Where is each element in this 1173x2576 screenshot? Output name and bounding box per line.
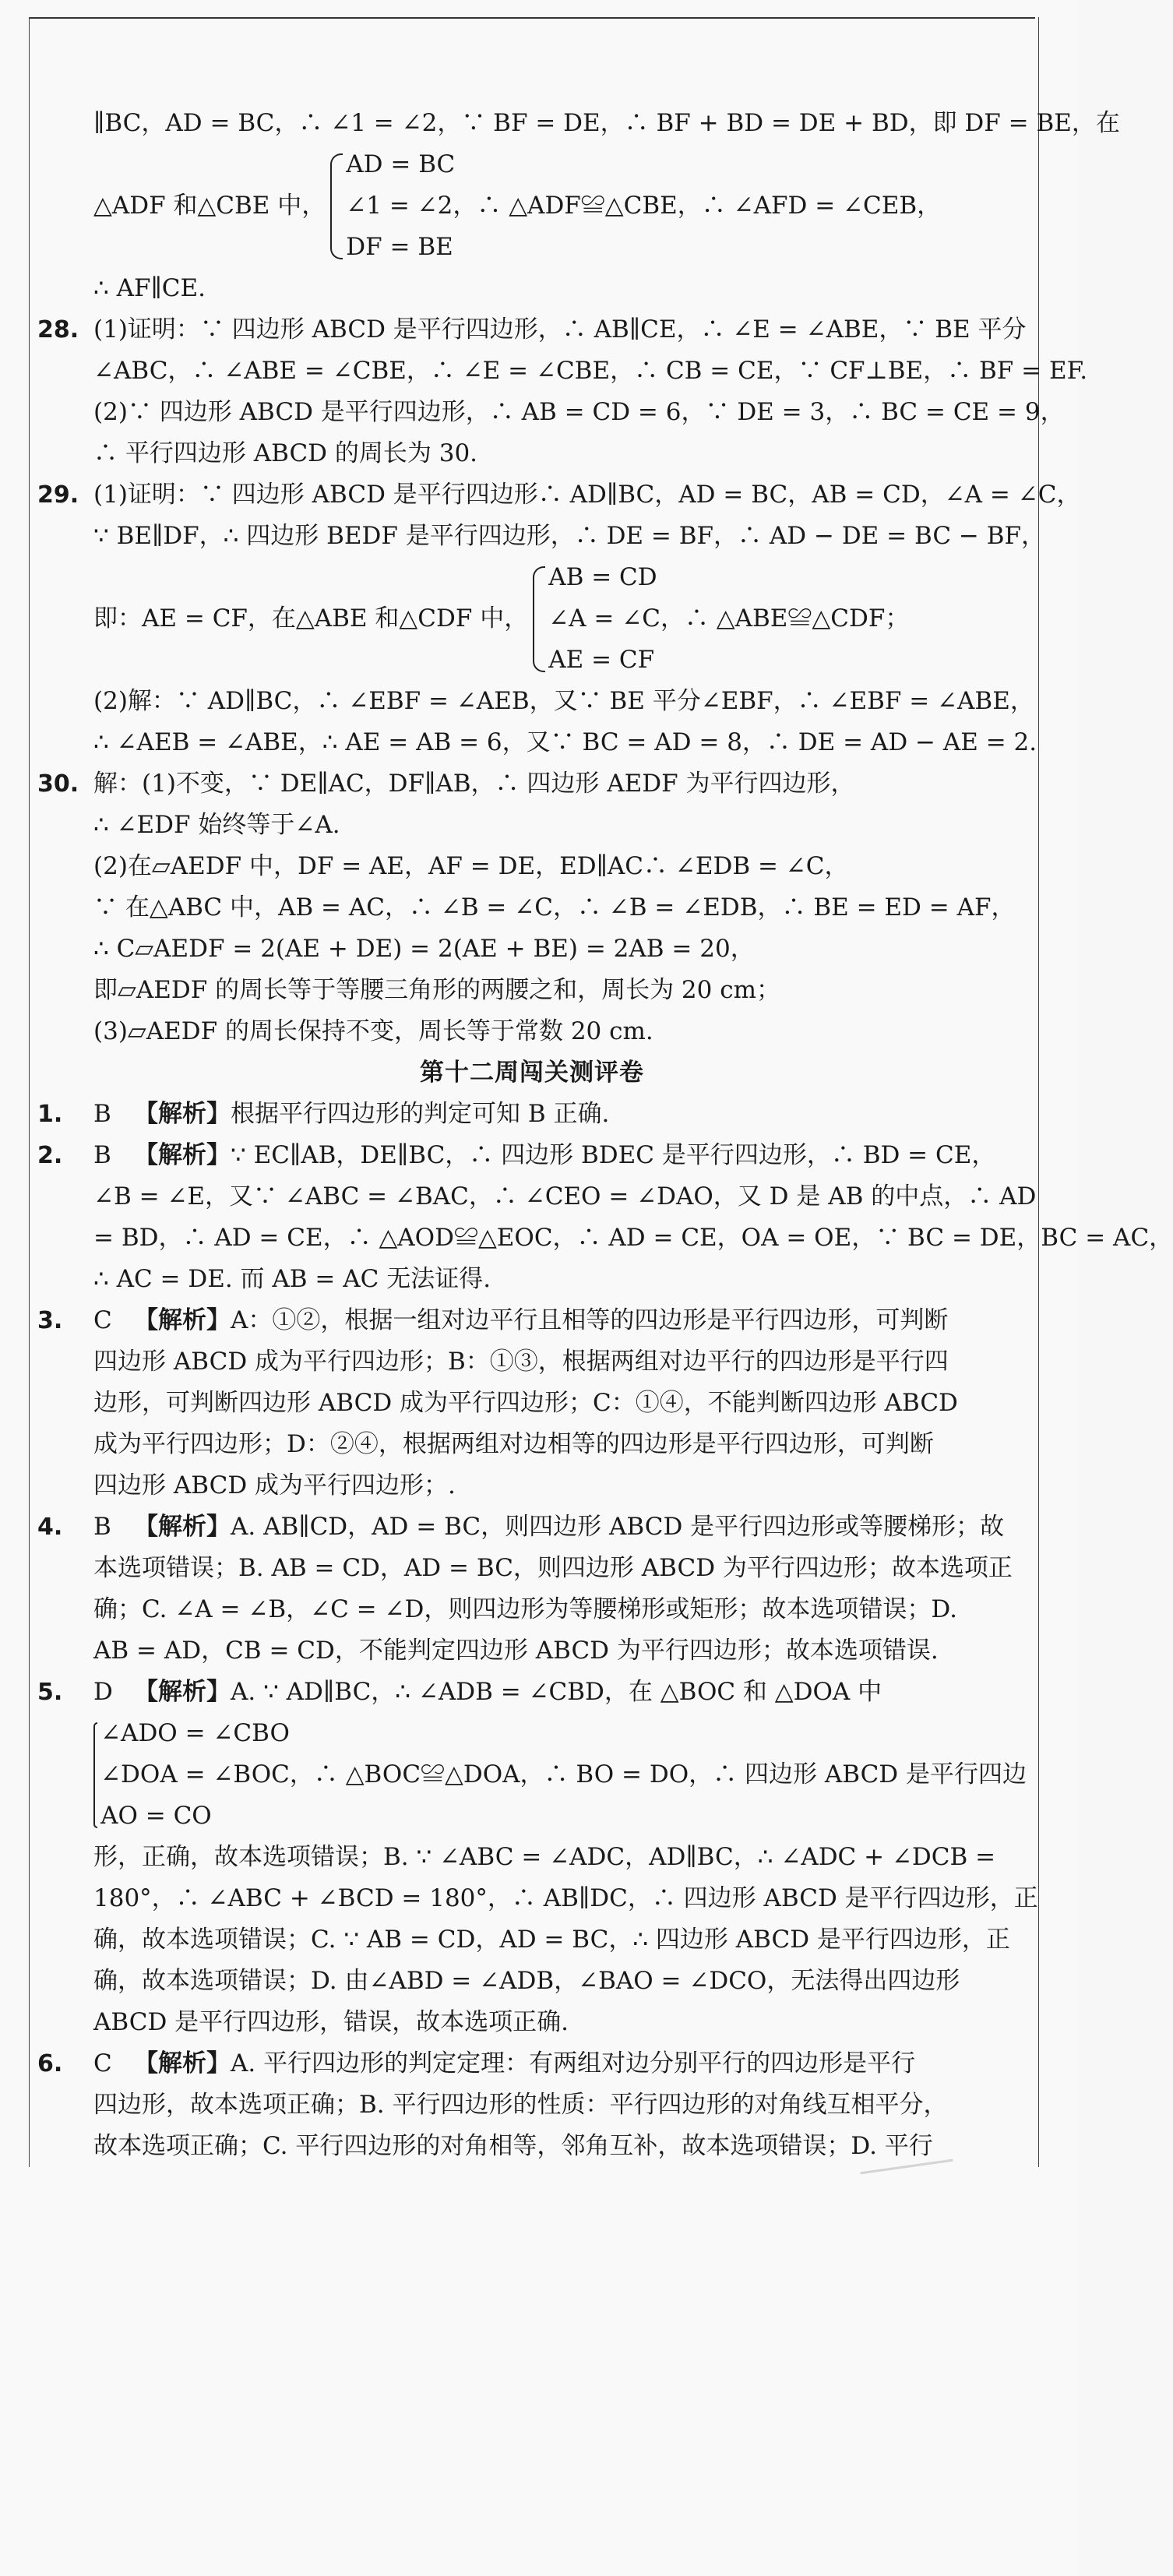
answer-letter: C <box>93 2049 112 2077</box>
text-line: ∴ 平行四边形 ABCD 的周长为 30. <box>93 439 478 467</box>
question-number: 4. <box>37 1514 63 1541</box>
text-line: 四边形 ABCD 成为平行四边形；B：①③，根据两组对边平行的四边形是平行四 <box>93 1348 949 1376</box>
question-number: 30. <box>37 770 79 798</box>
text-line: 本选项错误；B. AB = CD，AD = BC，则四边形 ABCD 为平行四边形；故本选项正 <box>93 1554 1013 1582</box>
condition-block <box>37 144 1027 268</box>
text-line: ∴ AC = DE. 而 AB = AC 无法证得. <box>93 1265 491 1293</box>
text-line: A. 平行四边形的判定定理：有两组对边分别平行的四边形是平行 <box>231 2049 916 2077</box>
text-line: 确；C. ∠A = ∠B，∠C = ∠D，则四边形为等腰梯形或矩形；故本选项错误；D. <box>93 1595 957 1623</box>
text-line: A：①②，根据一组对边平行且相等的四边形是平行四边形，可判断 <box>231 1306 949 1334</box>
text-line: 解：(1)不变，∵ DE∥AC，DF∥AB，∴ 四边形 AEDF 为平行四边形， <box>93 770 855 798</box>
text-line: ∠B = ∠E，又∵ ∠ABC = ∠BAC，∴ ∠CEO = ∠DAO，又 D 是 AB 的中点，∴ AD <box>93 1182 1037 1210</box>
question-number: 28. <box>37 316 79 344</box>
question-number: 2. <box>37 1142 63 1169</box>
question-29 <box>37 474 1081 516</box>
text-line: = BD，∴ AD = CE，∴ △AOD≌△EOC，∴ AD = CE，OA = OE，∵ BC = DE，BC = AC， <box>93 1224 1173 1252</box>
text-line: 180°，∴ ∠ABC + ∠BCD = 180°，∴ AB∥DC，∴ 四边形 ABCD 是平行四边形，正 <box>93 1884 1038 1912</box>
text-line: 确，故本选项错误；C. ∵ AB = CD，AD = BC，∴ 四边形 ABCD 是平行四边形，正 <box>93 1926 1010 1954</box>
analysis-tag: 【解析】 <box>134 1678 231 1706</box>
question-number: 6. <box>37 2050 63 2077</box>
text-line: ∴ AF∥CE. <box>93 274 206 302</box>
analysis-tag: 【解析】 <box>134 1306 231 1334</box>
text-line: 故本选项正确；C. 平行四边形的对角相等，邻角互补，故本选项错误；D. 平行 <box>93 2132 933 2160</box>
text-line: 四边形，故本选项正确；B. 平行四边形的性质：平行四边形的对角线互相平分， <box>93 2091 948 2119</box>
text-line: (3)▱AEDF 的周长保持不变，周长等于常数 20 cm. <box>93 1017 653 1045</box>
condition-item: DF = BE <box>346 233 453 261</box>
condition-item: ∠DOA = ∠BOC，∴ △BOC≌△DOA，∴ BO = DO，∴ 四边形 ABCD 是平行四边 <box>100 1760 1027 1788</box>
question-number: 3. <box>37 1307 63 1334</box>
text-line: ABCD 是平行四边形，错误，故本选项正确. <box>93 2008 569 2036</box>
answer-letter: B <box>93 1141 111 1169</box>
condition-block <box>37 1713 1027 1837</box>
condition-item: ∠A = ∠C，∴ △ABE≌△CDF； <box>548 604 910 633</box>
text-line: (1)证明：∵ 四边形 ABCD 是平行四边形∴ AD∥BC，AD = BC，AB = CD，∠A = ∠C， <box>93 481 1081 509</box>
text-line: ∠ABC，∴ ∠ABE = ∠CBE，∴ ∠E = ∠CBE，∴ CB = CE，∵ CF⊥BE，∴ BF = EF. <box>93 357 1088 385</box>
brace <box>330 153 343 259</box>
analysis-tag: 【解析】 <box>134 1513 231 1541</box>
text-line: 边形，可判断四边形 ABCD 成为平行四边形；C：①④，不能判断四边形 ABCD <box>93 1389 958 1417</box>
text-line: (2)解：∵ AD∥BC，∴ ∠EBF = ∠AEB，又∵ BE 平分∠EBF，∴ ∠EBF = ∠ABE， <box>93 687 1034 715</box>
brace <box>533 566 545 672</box>
text-line: (2)∵ 四边形 ABCD 是平行四边形，∴ AB = CD = 6，∵ DE = 3，∴ BC = CE = 9， <box>93 398 1065 426</box>
right-border <box>1038 17 1039 2167</box>
analysis-tag: 【解析】 <box>134 1100 231 1128</box>
condition-lead: △ADF 和△CBE 中， <box>93 192 326 220</box>
answer-letter: B <box>93 1513 111 1541</box>
text-line: ∴ ∠AEB = ∠ABE，∴ AE = AB = 6，又∵ BC = AD = 8，∴ DE = AD − AE = 2. <box>93 728 1037 756</box>
mc-question-6 <box>37 2043 1027 2084</box>
mc-question-3 <box>37 1300 1027 1341</box>
text-line: ∴ C▱AEDF = 2(AE + DE) = 2(AE + BE) = 2AB = 20， <box>93 935 755 963</box>
text-line: 即▱AEDF 的周长等于等腰三角形的两腰之和，周长为 20 cm； <box>93 976 780 1004</box>
condition-item: ∠1 = ∠2，∴ △ADF≌△CBE，∴ ∠AFD = ∠CEB， <box>346 192 942 220</box>
text-line: 确，故本选项错误；D. 由∠ABD = ∠ADB，∠BAO = ∠DCO，无法得出四边形 <box>93 1967 960 1995</box>
question-28 <box>37 309 1027 351</box>
condition-item: AD = BC <box>346 150 456 178</box>
text-line: A. ∵ AD∥BC，∴ ∠ADB = ∠CBD，在 △BOC 和 △DOA 中 <box>231 1678 882 1706</box>
section-title: 第十二周闯关测评卷 <box>420 1059 644 1087</box>
question-number: 1. <box>37 1101 63 1128</box>
question-30 <box>37 763 1027 805</box>
text-line: 形，正确，故本选项错误；B. ∵ ∠ABC = ∠ADC，AD∥BC，∴ ∠ADC + ∠DCB = <box>93 1843 996 1871</box>
text-line: (1)证明：∵ 四边形 ABCD 是平行四边形，∴ AB∥CE，∴ ∠E = ∠ABE，∵ BE 平分 <box>93 315 1027 344</box>
condition-item: AO = CO <box>100 1802 212 1830</box>
mc-question-4 <box>37 1506 1027 1548</box>
mc-question-1 <box>37 1094 1027 1135</box>
condition-list <box>548 557 909 681</box>
text-line: 四边形 ABCD 成为平行四边形；. <box>93 1471 456 1499</box>
text-line: (2)在▱AEDF 中，DF = AE，AF = DE，ED∥AC∴ ∠EDB = ∠C， <box>93 852 849 880</box>
analysis-tag: 【解析】 <box>134 2049 231 2077</box>
text-line: ∵ 在△ABC 中，AB = AC，∴ ∠B = ∠C，∴ ∠B = ∠EDB，∴ BE = ED = AF， <box>93 893 1016 922</box>
brace <box>93 1722 97 1828</box>
mc-question-2 <box>37 1135 1027 1176</box>
text-line: AB = AD，CB = CD，不能判定四边形 ABCD 为平行四边形；故本选项错误. <box>93 1637 939 1665</box>
answer-letter: B <box>93 1100 111 1128</box>
condition-item: AB = CD <box>548 563 657 591</box>
mc-question-5 <box>37 1672 1027 1713</box>
content <box>37 103 1173 2167</box>
text-line: 成为平行四边形；D：②④，根据两组对边相等的四边形是平行四边形，可判断 <box>93 1430 934 1458</box>
condition-item: ∠ADO = ∠CBO <box>100 1719 290 1747</box>
text-line: ∵ EC∥AB，DE∥BC，∴ 四边形 BDEC 是平行四边形，∴ BD = CE， <box>231 1141 996 1169</box>
condition-list <box>346 144 941 268</box>
condition-block <box>37 557 1027 681</box>
text-line: 根据平行四边形的判定可知 B 正确. <box>231 1100 610 1128</box>
text-line: ∥BC，AD = BC，∴ ∠1 = ∠2，∵ BF = DE，∴ BF + BD = DE + BD，即 DF = BE，在 <box>93 109 1120 137</box>
answer-letter: D <box>93 1678 113 1706</box>
top-rule <box>29 17 1035 19</box>
condition-lead: 即：AE = CF，在△ABE 和△CDF 中， <box>93 604 529 633</box>
question-number: 29. <box>37 481 79 509</box>
text-line: ∵ BE∥DF，∴ 四边形 BEDF 是平行四边形，∴ DE = BF，∴ AD − DE = BC − BF， <box>93 522 1046 550</box>
condition-list <box>100 1713 1027 1837</box>
text-line: A. AB∥CD，AD = BC，则四边形 ABCD 是平行四边形或等腰梯形；故 <box>231 1513 1005 1541</box>
text-line: ∴ ∠EDF 始终等于∠A. <box>93 811 340 839</box>
question-number: 5. <box>37 1679 63 1706</box>
left-border <box>29 17 30 2167</box>
answer-letter: C <box>93 1306 112 1334</box>
condition-item: AE = CF <box>548 646 655 674</box>
analysis-tag: 【解析】 <box>134 1141 231 1169</box>
